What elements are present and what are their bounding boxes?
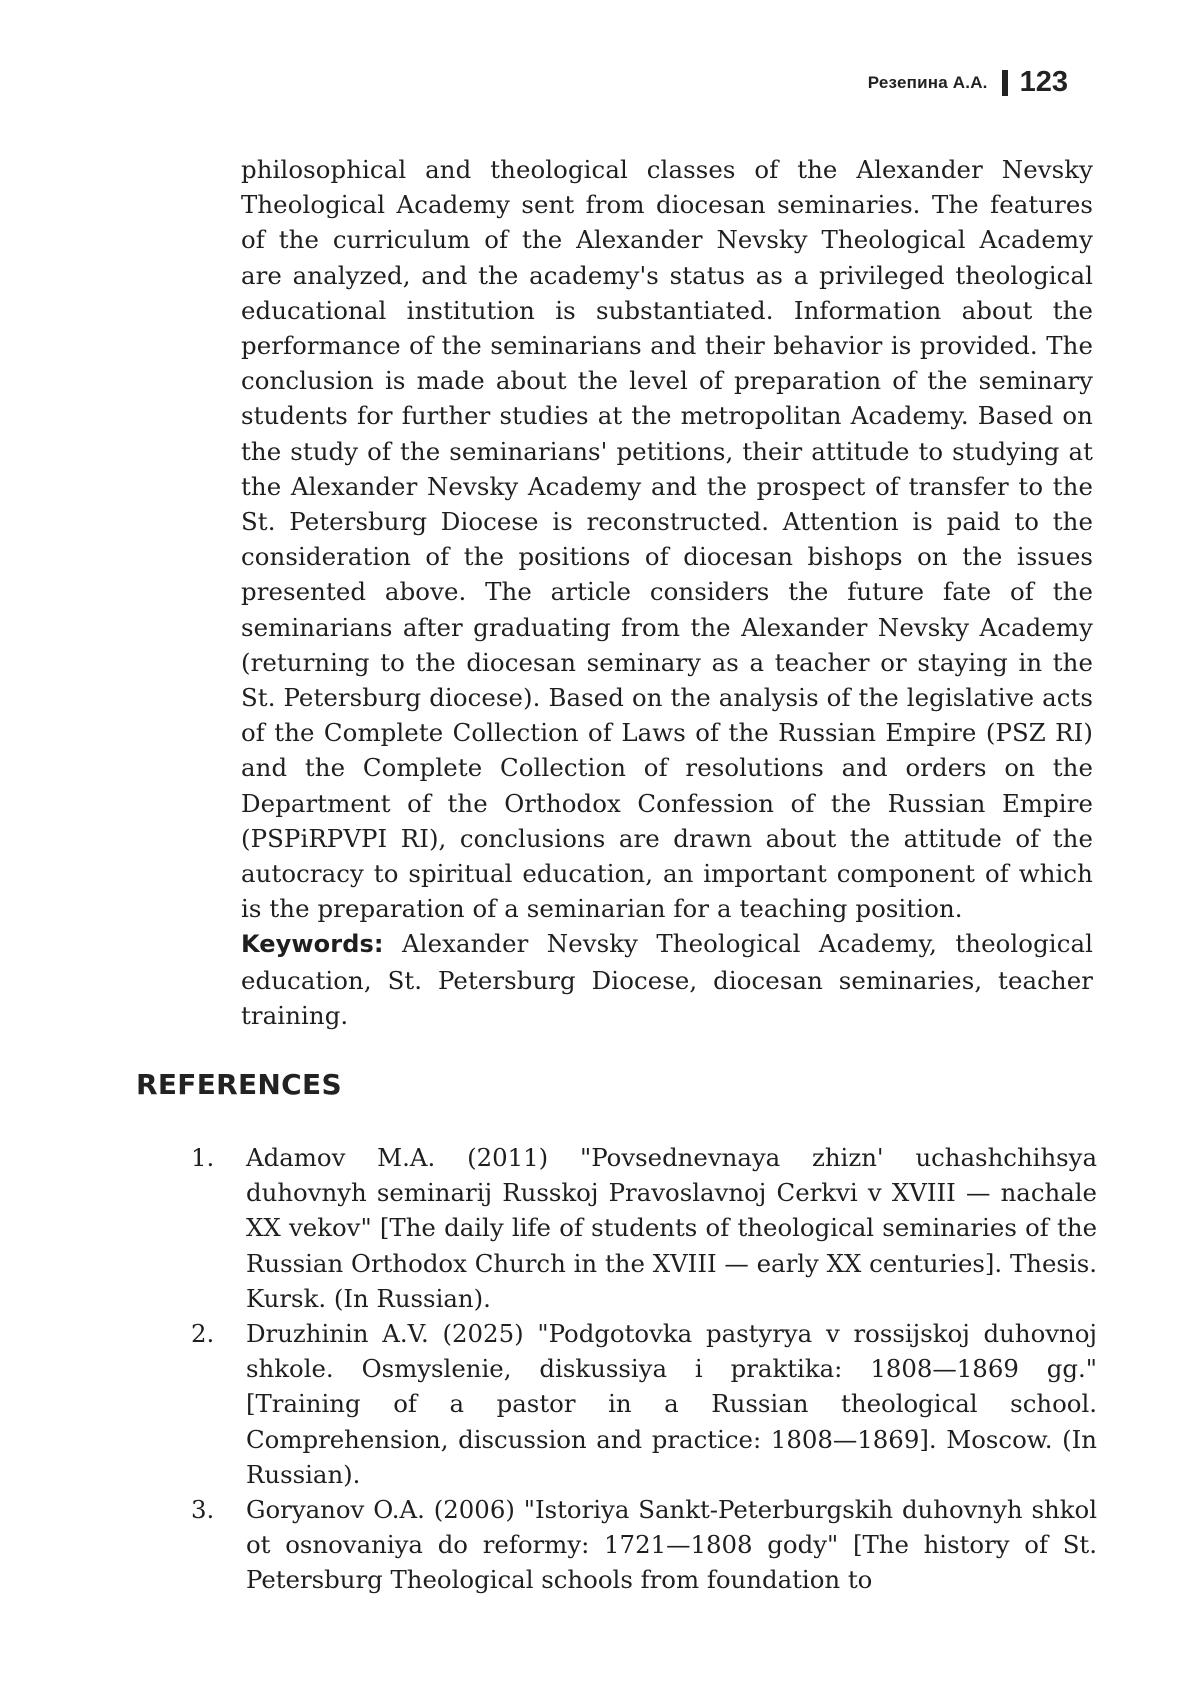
running-head-divider [1002, 70, 1008, 96]
running-head [868, 66, 1068, 99]
references-list [191, 1140, 1097, 1598]
reference-text: Goryanov O.A. (2006) "Istoriya Sankt-Peterburgskih duhovnyh shkol ot osnovaniya do reformy: 1721—1808 gody" [The history of St. Petersburg Theological schools from foundation to [246, 1495, 1097, 1595]
reference-item [191, 1492, 1097, 1598]
reference-item [191, 1140, 1097, 1316]
reference-number: 2. [191, 1319, 215, 1349]
keywords-paragraph [241, 926, 1093, 1033]
keywords-text: Alexander Nevsky Theological Academy, theological education, St. Petersburg Diocese, diocesan seminaries, teacher training. [241, 929, 1093, 1030]
keywords-label: Keywords: [241, 930, 384, 959]
reference-text: Adamov M.A. (2011) "Povsednevnaya zhizn' uchashchihsya duhovnyh seminarij Russkoj Pravoslavnoj Cerkvi v XVIII — nachale XX vekov" [The daily life of students of theological seminaries of the Russian Orthodox Church in the XVIII — early XX centuries]. Thesis. Kursk. (In Russian). [246, 1143, 1097, 1313]
reference-item [191, 1316, 1097, 1492]
abstract-block [241, 152, 1093, 1033]
page-number: 123 [1019, 66, 1068, 98]
abstract-paragraph: philosophical and theological classes of the Alexander Nevsky Theological Academy sent from diocesan seminaries. The features of the curriculum of the Alexander Nevsky Theological Academy are analyzed, and the academy's status as a privileged theological educational institution is substantiated. Information about the performance of the seminarians and their behavior is provided. The conclusion is made about the level of preparation of the seminary students for further studies at the metropolitan Academy. Based on the study of the seminarians' petitions, their attitude to studying at the Alexander Nevsky Academy and the prospect of transfer to the St. Petersburg Diocese is reconstructed. Attention is paid to the consideration of the positions of diocesan bishops on the issues presented above. The article considers the future fate of the seminarians after graduating from the Alexander Nevsky Academy (returning to the diocesan seminary as a teacher or staying in the St. Petersburg diocese). Based on the analysis of the legislative acts of the Complete Collection of Laws of the Russian Empire (PSZ RI) and the Complete Collection of resolutions and orders on the Department of the Orthodox Confession of the Russian Empire (PSPiRPVPI RI), conclusions are drawn about the attitude of the autocracy to spiritual education, an important component of which is the preparation of a seminarian for a teaching position. [241, 155, 1093, 924]
references-heading: REFERENCES [136, 1068, 342, 1101]
reference-number: 3. [191, 1495, 215, 1525]
running-head-author: Резепина А.А. [867, 72, 988, 92]
reference-number: 1. [191, 1143, 215, 1172]
reference-text: Druzhinin A.V. (2025) "Podgotovka pastyrya v rossijskoj duhovnoj shkole. Osmyslenie, diskussiya i praktika: 1808—1869 gg." [Training of a pastor in a Russian theological school. Comprehension, discussion and practice: 1808—1869]. Moscow. (In Russian). [246, 1319, 1097, 1489]
